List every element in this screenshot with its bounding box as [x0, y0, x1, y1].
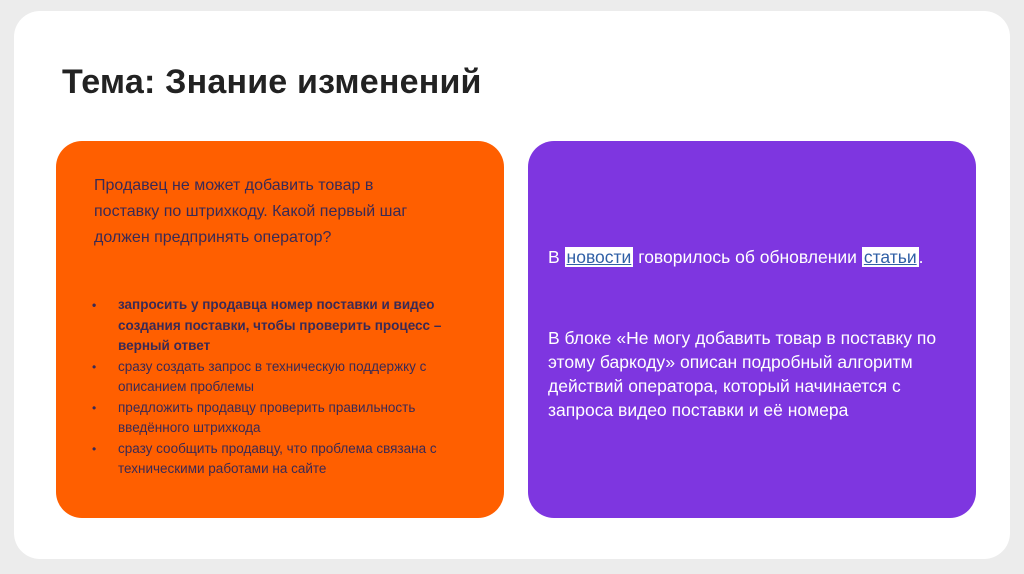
bullet-icon: •: [92, 441, 97, 456]
info-suffix: .: [918, 247, 924, 267]
answer-item: [92, 439, 472, 480]
info-paragraph-block: В блоке «Не могу добавить товар в поставку по этому баркоду» описан подробный алгоритм действий оператора, который начинается с запроса видео поставки и её номера: [548, 328, 937, 420]
news-link[interactable]: новости: [566, 247, 632, 267]
answer-item: [92, 398, 472, 439]
answer-text: сразу сообщить продавцу, что проблема связана с техническими работами на сайте: [118, 440, 437, 476]
info-paragraph-news: [548, 245, 953, 269]
answer-item: [92, 357, 472, 398]
slide: [14, 11, 1010, 559]
question-text: Продавец не может добавить товар в поставку по штрихкоду. Какой первый шаг должен предпринять оператор?: [94, 177, 408, 246]
bullet-icon: •: [92, 298, 97, 312]
question-card: [56, 141, 504, 518]
answer-item: [92, 295, 472, 357]
info-card: [528, 141, 976, 518]
answer-text: запросить у продавца номер поставки и видео создания поставки, чтобы проверить процесс – верный ответ: [118, 297, 442, 353]
answer-list: [92, 295, 472, 480]
slide-title: Тема: Знание изменений: [62, 63, 482, 101]
info-middle: говорилось об обновлении: [633, 247, 862, 267]
article-link[interactable]: статьи: [863, 247, 917, 267]
bullet-icon: •: [92, 359, 97, 374]
bullet-icon: •: [92, 400, 97, 415]
answer-text: предложить продавцу проверить правильность введённого штрихкода: [118, 399, 416, 435]
info-prefix: В: [548, 247, 565, 267]
answer-text: сразу создать запрос в техническую поддержку с описанием проблемы: [118, 358, 427, 394]
